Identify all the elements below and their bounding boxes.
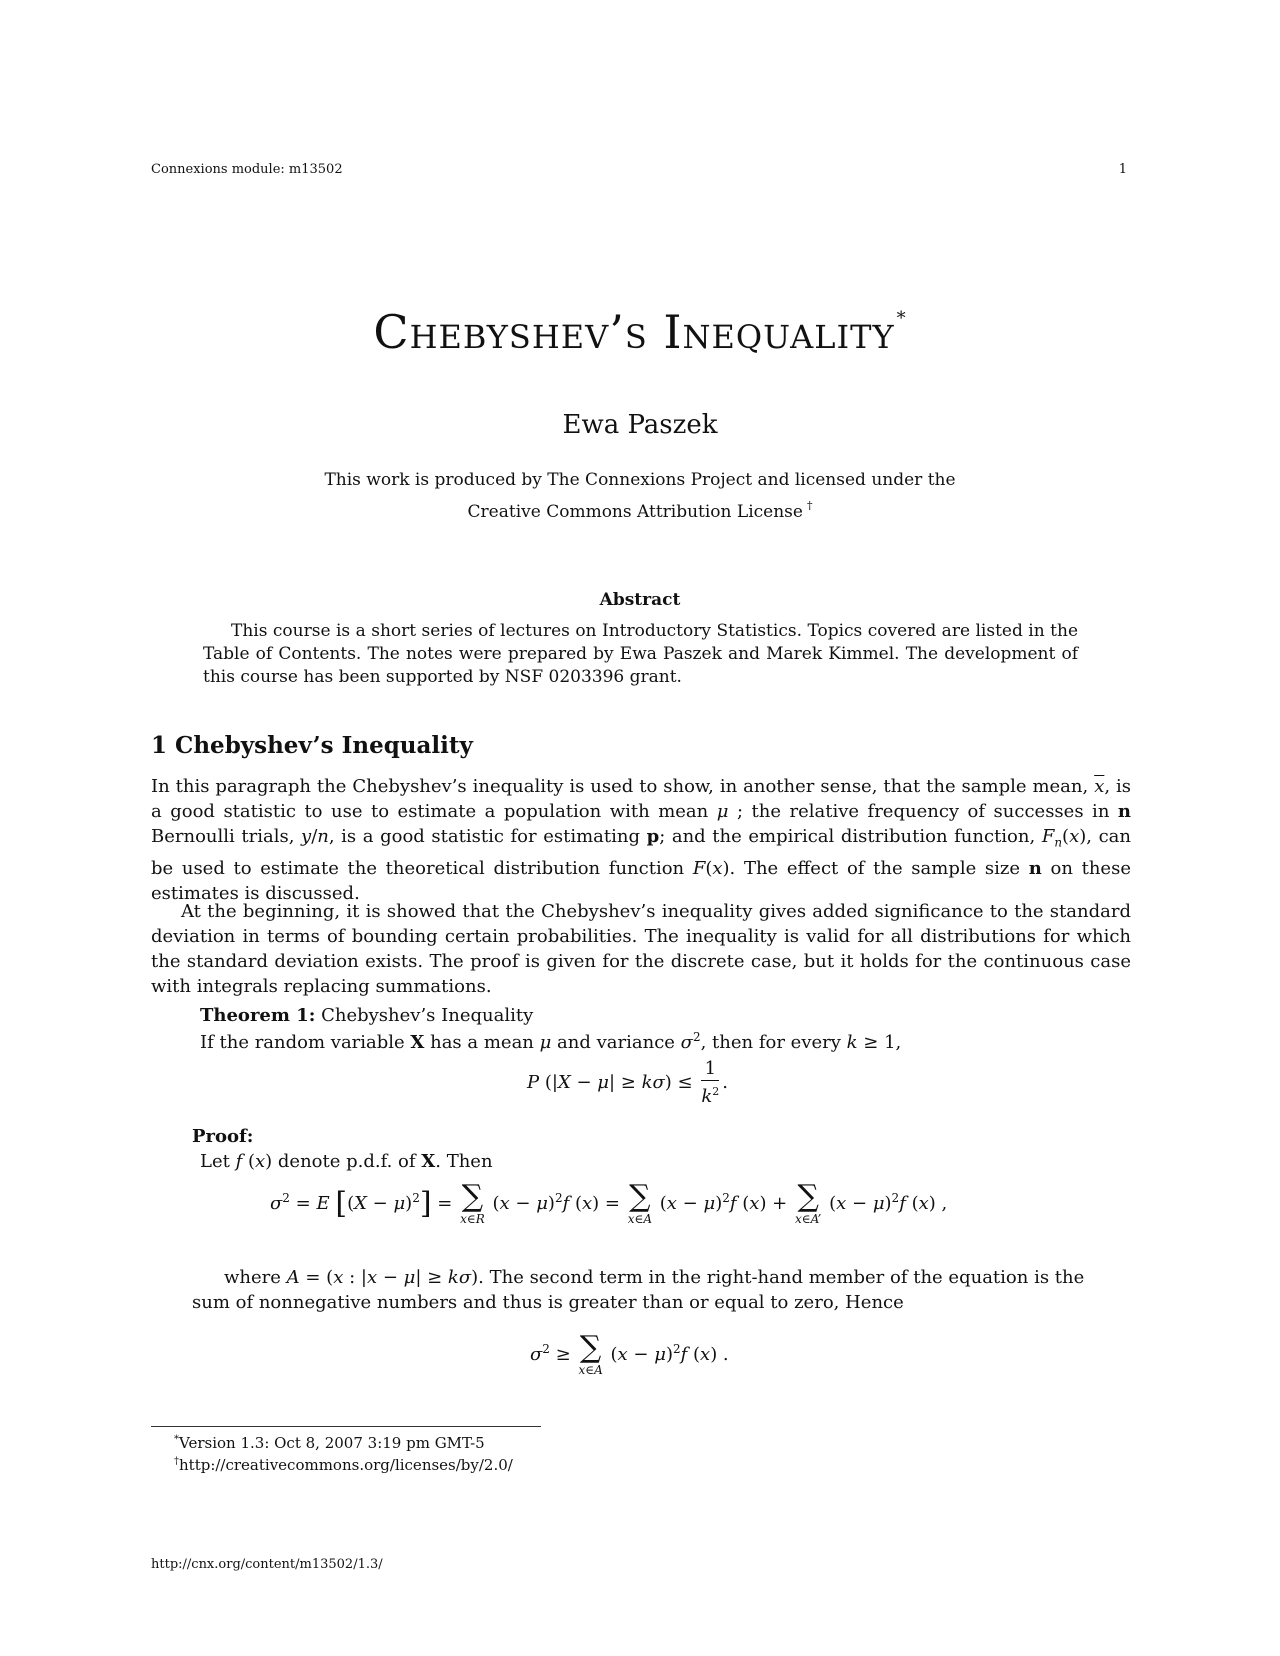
- p1-text-f: ; and the empirical distribution function,: [659, 826, 1042, 847]
- fraction-1-over-k2: $\frac{1}{k^2}$: [701, 1058, 720, 1107]
- math-mu-2: μ: [539, 1032, 552, 1053]
- proof-text-b: denote p.d.f. of: [272, 1151, 422, 1172]
- thm-text-a: If the random variable: [200, 1032, 411, 1053]
- math-n-2: n: [1028, 857, 1042, 879]
- sum-over-R: ∑ x∈R: [460, 1179, 485, 1226]
- math-k-geq-1: k ≥ 1,: [846, 1032, 902, 1053]
- p1-text-d: Bernoulli trials,: [151, 826, 302, 847]
- theorem-statement: [200, 1030, 901, 1053]
- math-y-over-n: y/n: [301, 826, 329, 847]
- sum-over-A-complement: ∑ x∈A’: [795, 1179, 822, 1226]
- proof-intro: [200, 1151, 493, 1172]
- footnote-license-url: [174, 1456, 513, 1474]
- math-sample-mean: $\overline{x}$: [1094, 776, 1105, 797]
- proof-text-c: . Then: [435, 1151, 493, 1172]
- footnote-version: [174, 1434, 485, 1452]
- p1-text-h: . The effect of the sample size: [729, 857, 1029, 879]
- math-n: n: [1117, 801, 1131, 822]
- abstract-heading: Abstract: [599, 590, 681, 610]
- math-p: p: [646, 826, 660, 847]
- p1-text-c: ; the relative frequency of successes in: [728, 801, 1118, 822]
- section-number: 1: [151, 732, 168, 759]
- author-name: Ewa Paszek: [562, 410, 718, 440]
- math-set-A: A = (x : |x − μ| ≥ kσ): [286, 1267, 479, 1288]
- section-heading: [151, 732, 473, 759]
- equation-variance-decomposition: $\sigma^2 = E$ $[(X - \mu)^2]$ = ∑ x∈R $(x - \mu)^2f$ (x) = ∑ x∈A $(x - \mu)^2f$ (x) + ∑ x∈A’ $(x - \mu)^2f$ (x) ,: [270, 1179, 948, 1226]
- title-footnote-marker: *: [896, 308, 907, 329]
- proof-text-a: Let: [200, 1151, 236, 1172]
- equation-chebyshev: P (|X − μ| ≥ kσ) ≤ $\frac{1}{k^2}$ .: [527, 1058, 729, 1107]
- where-text-a: where: [224, 1267, 287, 1288]
- footnote-2-link[interactable]: http://creativecommons.org/licenses/by/2.0/: [179, 1456, 513, 1474]
- title-text: Chebyshev’s Inequality: [373, 305, 895, 359]
- math-sigma-squared: $\sigma^2$: [680, 1030, 701, 1053]
- license-link-text: Creative Commons Attribution License: [467, 502, 803, 522]
- footnote-1-text: Version 1.3: Oct 8, 2007 3:19 pm GMT-5: [179, 1434, 485, 1452]
- math-X: X: [410, 1032, 425, 1053]
- math-X-2: X: [421, 1151, 436, 1172]
- p1-text-b: , is a good statistic to use to estimate a population with mean: [151, 776, 1132, 822]
- page-number: 1: [1118, 162, 1127, 177]
- abstract-text: This course is a short series of lectures on Introductory Statistics. Topics covered are listed in the Table of Contents. The notes were prepared by Ewa Paszek and Marek Kimmel. The development of this course has been supported by NSF 0203396 grant.: [203, 621, 1078, 687]
- equation-variance-bound: $\sigma^2$ ≥ ∑ x∈A $(x - \mu)^2f$ (x) .: [530, 1330, 729, 1377]
- footnote-rule: [151, 1426, 541, 1427]
- p1-text-a: In this paragraph the Chebyshev’s inequality is used to show, in another sense, that the sample mean,: [151, 776, 1095, 797]
- math-theoretical-df: F(x): [692, 857, 730, 879]
- theorem-name: Chebyshev’s Inequality: [321, 1005, 534, 1026]
- math-empirical-df: $F_n(x)$: [1041, 826, 1087, 850]
- license-notice: [0, 468, 1280, 525]
- p1-text-e: , is a good statistic for estimating: [328, 826, 647, 847]
- license-line-1: This work is produced by The Connexions Project and licensed under the: [324, 470, 956, 490]
- license-footnote-marker: †: [806, 499, 813, 512]
- proof-label: Proof:: [192, 1126, 254, 1147]
- p1-text-g: , can be used to estimate the theoretical distribution function: [151, 826, 1131, 879]
- p1-text-i: on these estimates is discussed.: [151, 857, 1131, 904]
- theorem-label: Theorem 1:: [200, 1005, 316, 1026]
- paragraph-1: [151, 774, 1131, 906]
- document-title: [0, 305, 1280, 359]
- where-text-b: . The second term in the right-hand member of the equation is the sum of nonnegative numbers and thus is greater than or equal to zero, Hence: [192, 1267, 1085, 1313]
- where-paragraph: [192, 1265, 1092, 1315]
- footnote-1-marker: *: [174, 1434, 179, 1445]
- paragraph-2: At the beginning, it is showed that the Chebyshev’s inequality gives added significance to the standard deviation in terms of bounding certain probabilities. The inequality is valid for all distributions for which the standard deviation exists. The proof is given for the discrete case, but it holds for the continuous case with integrals replacing summations.: [151, 901, 1131, 997]
- sum-over-A-2: ∑ x∈A: [578, 1330, 603, 1377]
- theorem-heading: [200, 1005, 533, 1026]
- license-line-2: [0, 493, 1280, 525]
- footnote-2-marker: †: [174, 1456, 179, 1467]
- math-mu: μ: [716, 801, 729, 822]
- running-header: Connexions module: m13502: [151, 162, 343, 177]
- footer-url[interactable]: http://cnx.org/content/m13502/1.3/: [151, 1557, 383, 1572]
- section-title: Chebyshev’s Inequality: [175, 732, 473, 759]
- math-f-of-x: f (x): [235, 1151, 273, 1172]
- thm-text-d: , then for every: [700, 1032, 847, 1053]
- thm-text-c: and variance: [551, 1032, 681, 1053]
- thm-text-b: has a mean: [424, 1032, 540, 1053]
- sum-over-A: ∑ x∈A: [627, 1179, 653, 1226]
